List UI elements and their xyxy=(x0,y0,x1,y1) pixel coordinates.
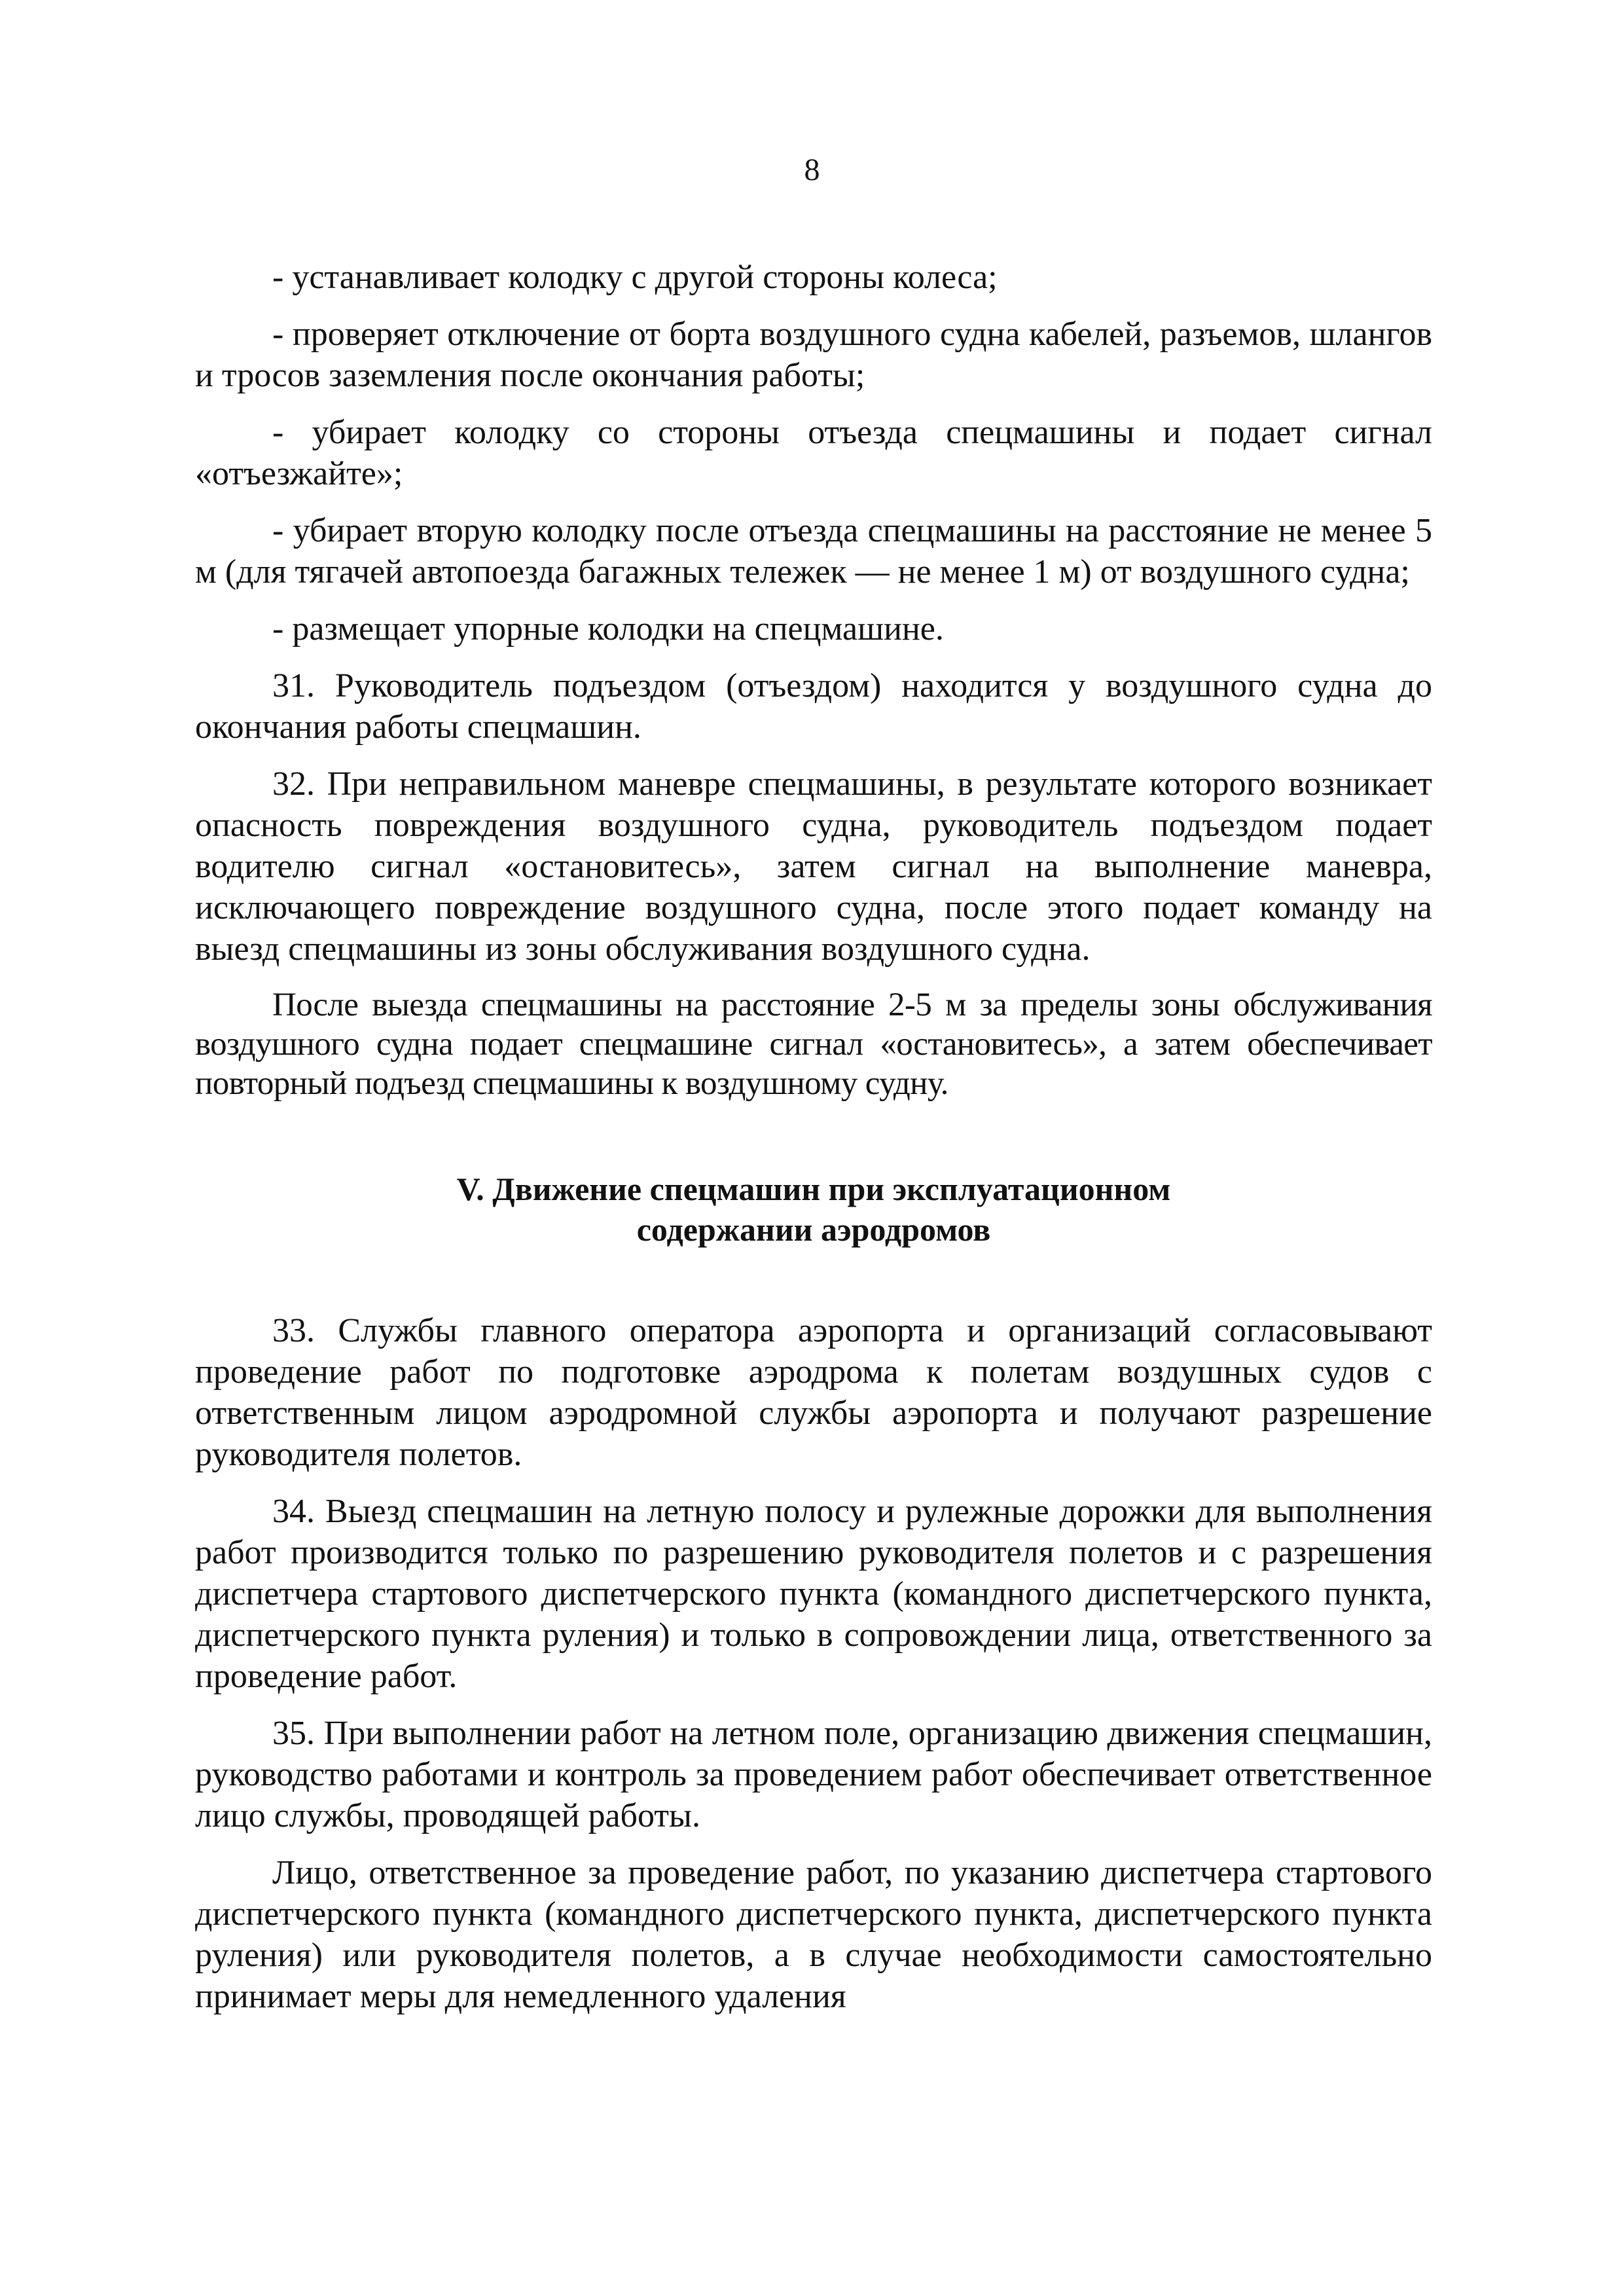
paragraph: 31. Руководитель подъездом (отъездом) находится у воздушного судна до окончания работы спецмашин. xyxy=(195,667,1432,746)
page-number: 8 xyxy=(804,153,820,187)
section-heading-line: V. Движение спецмашин при эксплуатационном xyxy=(456,1171,1171,1207)
paragraph: После выезда спецмашины на расстояние 2-5 м за пределы зоны обслуживания воздушного судна подает спецмашине сигнал «остановитесь», а затем обеспечивает повторный подъезд спецмашины к воздушному судну. xyxy=(195,987,1432,1102)
section-heading-line: содержании аэродромов xyxy=(636,1211,991,1248)
paragraph: - убирает вторую колодку после отъезда спецмашины на расстояние не менее 5 м (для тягачей автопоезда багажных тележек — не менее 1 м) от воздушного судна; xyxy=(195,512,1432,591)
paragraph: 34. Выезд спецмашин на летную полосу и рулежные дорожки для выполнения работ производится только по разрешению руководителя полетов и с разрешения диспетчера стартового диспетчерского пункта (командного диспетчерского пункта, диспетчерского пункта руления) и только в сопровождении лица, ответственного за проведение работ. xyxy=(195,1493,1432,1695)
paragraph: - устанавливает колодку с другой стороны колеса; xyxy=(272,259,998,296)
paragraph: - размещает упорные колодки на спецмашине. xyxy=(272,610,944,647)
section-heading xyxy=(195,1169,1432,1250)
paragraph: 33. Службы главного оператора аэропорта и организаций согласовывают проведение работ по подготовке аэродрома к полетам воздушных судов с ответственным лицом аэродромной службы аэропорта и получают разрешение руководителя полетов. xyxy=(195,1312,1432,1473)
paragraph: - убирает колодку со стороны отъезда спецмашины и подает сигнал «отъезжайте»; xyxy=(195,414,1432,492)
paragraph: 35. При выполнении работ на летном поле, организацию движения спецмашин, руководство работами и контроль за проведением работ обеспечивает ответственное лицо службы, проводящей работы. xyxy=(195,1715,1432,1834)
paragraph: - проверяет отключение от борта воздушного судна кабелей, разъемов, шлангов и тросов заземления после окончания работы; xyxy=(195,316,1432,394)
paragraph: 32. При неправильном маневре спецмашины, в результате которого возникает опасность повреждения воздушного судна, руководитель подъездом подает водителю сигнал «остановитесь», затем сигнал на выполнение маневра, исключающего повреждение воздушного судна, после этого подает команду на выезд спецмашины из зоны обслуживания воздушного судна. xyxy=(195,765,1432,968)
paragraph: Лицо, ответственное за проведение работ, по указанию диспетчера стартового диспетчерского пункта (командного диспетчерского пункта, диспетчерского пункта руления) или руководителя полетов, а в случае необходимости самостоятельно принимает меры для немедленного удаления xyxy=(195,1854,1432,2015)
document-body xyxy=(195,257,1432,2033)
